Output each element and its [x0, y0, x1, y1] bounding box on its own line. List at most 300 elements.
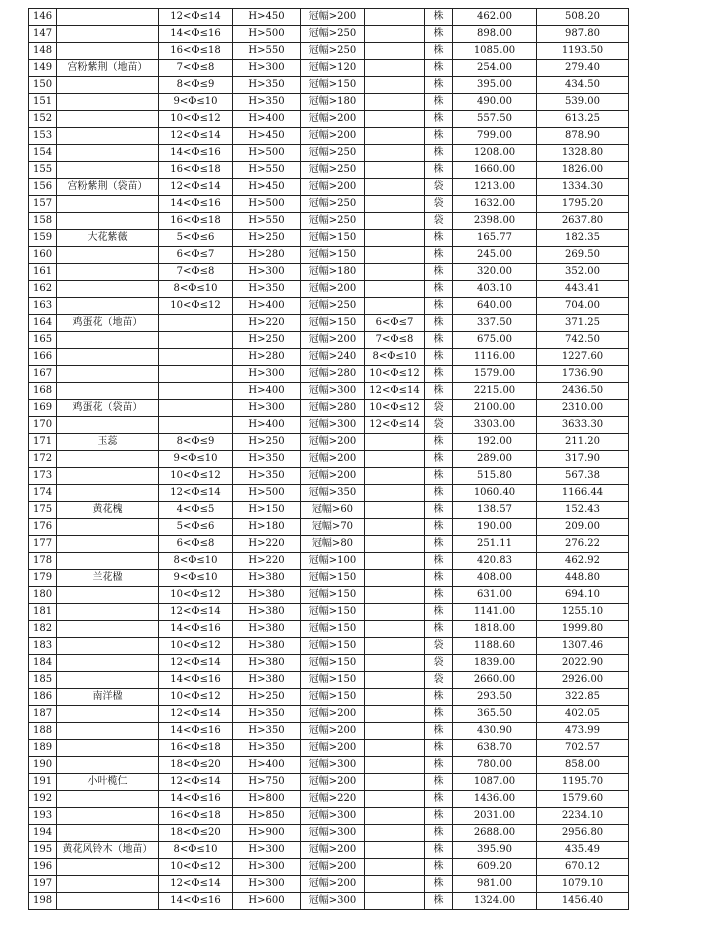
unit-cell: 株 — [425, 162, 453, 179]
price-with-tax-cell: 1195.70 — [537, 774, 629, 791]
price-with-tax-cell: 2310.00 — [537, 400, 629, 417]
row-number-cell: 156 — [29, 179, 57, 196]
unit-price-cell: 395.00 — [453, 77, 537, 94]
row-number-cell: 153 — [29, 128, 57, 145]
unit-cell: 袋 — [425, 672, 453, 689]
row-number-cell: 198 — [29, 893, 57, 910]
plant-name-cell — [57, 587, 159, 604]
ground-diameter-cell — [365, 655, 425, 672]
plant-name-cell — [57, 604, 159, 621]
plant-name-cell — [57, 247, 159, 264]
unit-price-cell: 981.00 — [453, 876, 537, 893]
height-cell: H>600 — [233, 893, 301, 910]
unit-cell: 株 — [425, 842, 453, 859]
ground-diameter-cell: 10<Φ≤12 — [365, 400, 425, 417]
unit-price-cell: 1839.00 — [453, 655, 537, 672]
ground-diameter-cell: 10<Φ≤12 — [365, 366, 425, 383]
unit-price-cell: 1085.00 — [453, 43, 537, 60]
crown-width-cell: 冠幅>80 — [301, 536, 365, 553]
ground-diameter-cell: 6<Φ≤7 — [365, 315, 425, 332]
table-row — [29, 451, 629, 468]
unit-price-cell: 631.00 — [453, 587, 537, 604]
price-with-tax-cell: 434.50 — [537, 77, 629, 94]
plant-name-cell — [57, 128, 159, 145]
crown-width-cell: 冠幅>200 — [301, 434, 365, 451]
trunk-diameter-cell: 5<Φ≤6 — [159, 519, 233, 536]
crown-width-cell: 冠幅>200 — [301, 111, 365, 128]
plant-name-cell — [57, 893, 159, 910]
price-with-tax-cell: 279.40 — [537, 60, 629, 77]
trunk-diameter-cell: 10<Φ≤12 — [159, 859, 233, 876]
plant-name-cell — [57, 43, 159, 60]
row-number-cell: 182 — [29, 621, 57, 638]
ground-diameter-cell — [365, 111, 425, 128]
price-with-tax-cell: 613.25 — [537, 111, 629, 128]
plant-name-cell — [57, 111, 159, 128]
table-row — [29, 876, 629, 893]
table-row — [29, 706, 629, 723]
trunk-diameter-cell: 8<Φ≤10 — [159, 553, 233, 570]
ground-diameter-cell — [365, 26, 425, 43]
row-number-cell: 190 — [29, 757, 57, 774]
row-number-cell: 167 — [29, 366, 57, 383]
unit-cell: 株 — [425, 774, 453, 791]
plant-name-cell: 南洋楹 — [57, 689, 159, 706]
unit-cell: 袋 — [425, 638, 453, 655]
plant-name-cell: 兰花楹 — [57, 570, 159, 587]
unit-cell: 株 — [425, 604, 453, 621]
plant-name-cell — [57, 638, 159, 655]
height-cell: H>380 — [233, 655, 301, 672]
row-number-cell: 157 — [29, 196, 57, 213]
unit-price-cell: 1660.00 — [453, 162, 537, 179]
height-cell: H>900 — [233, 825, 301, 842]
unit-cell: 袋 — [425, 400, 453, 417]
height-cell: H>800 — [233, 791, 301, 808]
unit-cell: 株 — [425, 315, 453, 332]
price-with-tax-cell: 539.00 — [537, 94, 629, 111]
row-number-cell: 177 — [29, 536, 57, 553]
table-row — [29, 213, 629, 230]
row-number-cell: 173 — [29, 468, 57, 485]
trunk-diameter-cell: 16<Φ≤18 — [159, 43, 233, 60]
ground-diameter-cell — [365, 43, 425, 60]
unit-price-cell: 190.00 — [453, 519, 537, 536]
price-with-tax-cell: 1255.10 — [537, 604, 629, 621]
row-number-cell: 176 — [29, 519, 57, 536]
row-number-cell: 166 — [29, 349, 57, 366]
table-row — [29, 825, 629, 842]
unit-price-cell: 2215.00 — [453, 383, 537, 400]
unit-cell: 株 — [425, 60, 453, 77]
price-with-tax-cell: 1193.50 — [537, 43, 629, 60]
table-row — [29, 604, 629, 621]
unit-cell: 株 — [425, 332, 453, 349]
price-with-tax-cell: 1334.30 — [537, 179, 629, 196]
price-with-tax-cell: 858.00 — [537, 757, 629, 774]
height-cell: H>550 — [233, 213, 301, 230]
price-with-tax-cell: 878.90 — [537, 128, 629, 145]
row-number-cell: 155 — [29, 162, 57, 179]
trunk-diameter-cell: 8<Φ≤9 — [159, 77, 233, 94]
plant-name-cell — [57, 77, 159, 94]
unit-price-cell: 337.50 — [453, 315, 537, 332]
row-number-cell: 196 — [29, 859, 57, 876]
row-number-cell: 188 — [29, 723, 57, 740]
table-row — [29, 808, 629, 825]
unit-price-cell: 1436.00 — [453, 791, 537, 808]
row-number-cell: 164 — [29, 315, 57, 332]
ground-diameter-cell — [365, 638, 425, 655]
row-number-cell: 162 — [29, 281, 57, 298]
plant-name-cell — [57, 162, 159, 179]
row-number-cell: 184 — [29, 655, 57, 672]
plant-name-cell — [57, 9, 159, 26]
price-with-tax-cell: 2926.00 — [537, 672, 629, 689]
crown-width-cell: 冠幅>280 — [301, 400, 365, 417]
price-with-tax-cell: 182.35 — [537, 230, 629, 247]
crown-width-cell: 冠幅>120 — [301, 60, 365, 77]
table-row — [29, 400, 629, 417]
trunk-diameter-cell: 16<Φ≤18 — [159, 213, 233, 230]
unit-cell: 株 — [425, 94, 453, 111]
unit-cell: 株 — [425, 383, 453, 400]
unit-cell: 株 — [425, 468, 453, 485]
row-number-cell: 147 — [29, 26, 57, 43]
table-row — [29, 196, 629, 213]
unit-cell: 株 — [425, 145, 453, 162]
height-cell: H>750 — [233, 774, 301, 791]
trunk-diameter-cell: 12<Φ≤14 — [159, 9, 233, 26]
crown-width-cell: 冠幅>200 — [301, 451, 365, 468]
unit-price-cell: 289.00 — [453, 451, 537, 468]
unit-cell: 株 — [425, 893, 453, 910]
crown-width-cell: 冠幅>150 — [301, 570, 365, 587]
ground-diameter-cell — [365, 825, 425, 842]
crown-width-cell: 冠幅>150 — [301, 672, 365, 689]
height-cell: H>350 — [233, 740, 301, 757]
height-cell: H>150 — [233, 502, 301, 519]
crown-width-cell: 冠幅>200 — [301, 9, 365, 26]
row-number-cell: 168 — [29, 383, 57, 400]
price-table — [28, 8, 629, 910]
price-with-tax-cell: 269.50 — [537, 247, 629, 264]
unit-cell: 株 — [425, 859, 453, 876]
plant-name-cell: 小叶榄仁 — [57, 774, 159, 791]
trunk-diameter-cell: 7<Φ≤8 — [159, 60, 233, 77]
row-number-cell: 185 — [29, 672, 57, 689]
height-cell: H>300 — [233, 264, 301, 281]
plant-name-cell — [57, 485, 159, 502]
unit-cell: 株 — [425, 349, 453, 366]
plant-name-cell — [57, 655, 159, 672]
unit-price-cell: 251.11 — [453, 536, 537, 553]
row-number-cell: 169 — [29, 400, 57, 417]
row-number-cell: 191 — [29, 774, 57, 791]
unit-price-cell: 245.00 — [453, 247, 537, 264]
height-cell: H>350 — [233, 281, 301, 298]
plant-name-cell — [57, 366, 159, 383]
unit-price-cell: 1213.00 — [453, 179, 537, 196]
ground-diameter-cell — [365, 842, 425, 859]
unit-price-cell: 490.00 — [453, 94, 537, 111]
unit-cell: 株 — [425, 570, 453, 587]
ground-diameter-cell — [365, 502, 425, 519]
plant-name-cell — [57, 859, 159, 876]
row-number-cell: 174 — [29, 485, 57, 502]
table-row — [29, 842, 629, 859]
height-cell: H>350 — [233, 468, 301, 485]
trunk-diameter-cell: 12<Φ≤14 — [159, 876, 233, 893]
price-with-tax-cell: 2234.10 — [537, 808, 629, 825]
crown-width-cell: 冠幅>60 — [301, 502, 365, 519]
plant-name-cell — [57, 145, 159, 162]
table-row — [29, 536, 629, 553]
ground-diameter-cell: 8<Φ≤10 — [365, 349, 425, 366]
table-row — [29, 349, 629, 366]
ground-diameter-cell — [365, 230, 425, 247]
plant-name-cell: 宫粉紫荆（袋苗） — [57, 179, 159, 196]
plant-name-cell — [57, 468, 159, 485]
height-cell: H>220 — [233, 315, 301, 332]
plant-name-cell — [57, 213, 159, 230]
unit-price-cell: 1116.00 — [453, 349, 537, 366]
table-row — [29, 60, 629, 77]
plant-name-cell: 黄花风铃木（地苗） — [57, 842, 159, 859]
table-row — [29, 179, 629, 196]
crown-width-cell: 冠幅>150 — [301, 689, 365, 706]
ground-diameter-cell — [365, 485, 425, 502]
unit-price-cell: 165.77 — [453, 230, 537, 247]
crown-width-cell: 冠幅>150 — [301, 587, 365, 604]
price-with-tax-cell: 702.57 — [537, 740, 629, 757]
height-cell: H>500 — [233, 26, 301, 43]
row-number-cell: 187 — [29, 706, 57, 723]
ground-diameter-cell — [365, 281, 425, 298]
price-with-tax-cell: 1579.60 — [537, 791, 629, 808]
table-row — [29, 791, 629, 808]
table-row — [29, 553, 629, 570]
price-with-tax-cell: 443.41 — [537, 281, 629, 298]
height-cell: H>250 — [233, 332, 301, 349]
unit-cell: 株 — [425, 247, 453, 264]
price-with-tax-cell: 3633.30 — [537, 417, 629, 434]
unit-cell: 株 — [425, 740, 453, 757]
table-row — [29, 587, 629, 604]
table-row — [29, 383, 629, 400]
unit-cell: 株 — [425, 298, 453, 315]
table-row — [29, 672, 629, 689]
ground-diameter-cell: 7<Φ≤8 — [365, 332, 425, 349]
unit-cell: 株 — [425, 553, 453, 570]
ground-diameter-cell — [365, 213, 425, 230]
ground-diameter-cell: 12<Φ≤14 — [365, 417, 425, 434]
height-cell: H>850 — [233, 808, 301, 825]
height-cell: H>300 — [233, 366, 301, 383]
row-number-cell: 178 — [29, 553, 57, 570]
unit-cell: 株 — [425, 502, 453, 519]
plant-name-cell — [57, 757, 159, 774]
row-number-cell: 192 — [29, 791, 57, 808]
crown-width-cell: 冠幅>250 — [301, 298, 365, 315]
unit-cell: 株 — [425, 9, 453, 26]
trunk-diameter-cell: 6<Φ≤8 — [159, 536, 233, 553]
ground-diameter-cell — [365, 519, 425, 536]
unit-price-cell: 192.00 — [453, 434, 537, 451]
row-number-cell: 161 — [29, 264, 57, 281]
price-with-tax-cell: 1999.80 — [537, 621, 629, 638]
price-with-tax-cell: 211.20 — [537, 434, 629, 451]
price-with-tax-cell: 1795.20 — [537, 196, 629, 213]
ground-diameter-cell — [365, 774, 425, 791]
trunk-diameter-cell: 8<Φ≤10 — [159, 842, 233, 859]
unit-price-cell: 609.20 — [453, 859, 537, 876]
unit-price-cell: 675.00 — [453, 332, 537, 349]
unit-cell: 株 — [425, 587, 453, 604]
height-cell: H>250 — [233, 434, 301, 451]
plant-name-cell — [57, 349, 159, 366]
crown-width-cell: 冠幅>150 — [301, 604, 365, 621]
table-row — [29, 723, 629, 740]
price-with-tax-cell: 670.12 — [537, 859, 629, 876]
crown-width-cell: 冠幅>200 — [301, 281, 365, 298]
table-row — [29, 43, 629, 60]
unit-price-cell: 2398.00 — [453, 213, 537, 230]
row-number-cell: 189 — [29, 740, 57, 757]
unit-price-cell: 1579.00 — [453, 366, 537, 383]
unit-cell: 袋 — [425, 213, 453, 230]
trunk-diameter-cell — [159, 349, 233, 366]
plant-name-cell — [57, 825, 159, 842]
row-number-cell: 195 — [29, 842, 57, 859]
table-row — [29, 332, 629, 349]
height-cell: H>400 — [233, 417, 301, 434]
crown-width-cell: 冠幅>150 — [301, 77, 365, 94]
unit-price-cell: 1060.40 — [453, 485, 537, 502]
trunk-diameter-cell: 7<Φ≤8 — [159, 264, 233, 281]
unit-cell: 株 — [425, 621, 453, 638]
price-with-tax-cell: 1307.46 — [537, 638, 629, 655]
trunk-diameter-cell — [159, 400, 233, 417]
crown-width-cell: 冠幅>200 — [301, 876, 365, 893]
crown-width-cell: 冠幅>150 — [301, 655, 365, 672]
trunk-diameter-cell — [159, 417, 233, 434]
ground-diameter-cell — [365, 859, 425, 876]
plant-name-cell: 大花紫薇 — [57, 230, 159, 247]
trunk-diameter-cell: 12<Φ≤14 — [159, 128, 233, 145]
trunk-diameter-cell: 10<Φ≤12 — [159, 298, 233, 315]
trunk-diameter-cell — [159, 383, 233, 400]
trunk-diameter-cell: 18<Φ≤20 — [159, 757, 233, 774]
unit-price-cell: 799.00 — [453, 128, 537, 145]
table-row — [29, 434, 629, 451]
crown-width-cell: 冠幅>200 — [301, 468, 365, 485]
ground-diameter-cell — [365, 9, 425, 26]
unit-price-cell: 430.90 — [453, 723, 537, 740]
table-row — [29, 162, 629, 179]
trunk-diameter-cell: 12<Φ≤14 — [159, 774, 233, 791]
row-number-cell: 186 — [29, 689, 57, 706]
unit-cell: 袋 — [425, 655, 453, 672]
unit-price-cell: 403.10 — [453, 281, 537, 298]
height-cell: H>220 — [233, 553, 301, 570]
unit-price-cell: 1324.00 — [453, 893, 537, 910]
trunk-diameter-cell: 12<Φ≤14 — [159, 604, 233, 621]
trunk-diameter-cell: 14<Φ≤16 — [159, 893, 233, 910]
height-cell: H>250 — [233, 230, 301, 247]
price-with-tax-cell: 1736.90 — [537, 366, 629, 383]
ground-diameter-cell — [365, 247, 425, 264]
crown-width-cell: 冠幅>150 — [301, 315, 365, 332]
plant-name-cell — [57, 383, 159, 400]
height-cell: H>500 — [233, 145, 301, 162]
price-with-tax-cell: 508.20 — [537, 9, 629, 26]
height-cell: H>300 — [233, 842, 301, 859]
trunk-diameter-cell: 8<Φ≤9 — [159, 434, 233, 451]
height-cell: H>350 — [233, 94, 301, 111]
height-cell: H>380 — [233, 604, 301, 621]
price-with-tax-cell: 2436.50 — [537, 383, 629, 400]
row-number-cell: 170 — [29, 417, 57, 434]
trunk-diameter-cell: 16<Φ≤18 — [159, 162, 233, 179]
height-cell: H>350 — [233, 77, 301, 94]
unit-price-cell: 138.57 — [453, 502, 537, 519]
ground-diameter-cell — [365, 451, 425, 468]
unit-price-cell: 365.50 — [453, 706, 537, 723]
ground-diameter-cell — [365, 94, 425, 111]
height-cell: H>500 — [233, 485, 301, 502]
unit-cell: 株 — [425, 111, 453, 128]
ground-diameter-cell — [365, 128, 425, 145]
price-with-tax-cell: 435.49 — [537, 842, 629, 859]
unit-price-cell: 254.00 — [453, 60, 537, 77]
plant-name-cell — [57, 281, 159, 298]
height-cell: H>350 — [233, 706, 301, 723]
table-row — [29, 230, 629, 247]
table-row — [29, 502, 629, 519]
row-number-cell: 193 — [29, 808, 57, 825]
trunk-diameter-cell: 4<Φ≤5 — [159, 502, 233, 519]
trunk-diameter-cell: 9<Φ≤10 — [159, 570, 233, 587]
ground-diameter-cell — [365, 757, 425, 774]
ground-diameter-cell — [365, 791, 425, 808]
ground-diameter-cell — [365, 60, 425, 77]
height-cell: H>300 — [233, 876, 301, 893]
row-number-cell: 163 — [29, 298, 57, 315]
unit-price-cell: 293.50 — [453, 689, 537, 706]
crown-width-cell: 冠幅>70 — [301, 519, 365, 536]
height-cell: H>350 — [233, 451, 301, 468]
unit-price-cell: 1141.00 — [453, 604, 537, 621]
row-number-cell: 149 — [29, 60, 57, 77]
ground-diameter-cell — [365, 689, 425, 706]
price-with-tax-cell: 1328.80 — [537, 145, 629, 162]
unit-price-cell: 640.00 — [453, 298, 537, 315]
ground-diameter-cell — [365, 468, 425, 485]
ground-diameter-cell — [365, 162, 425, 179]
ground-diameter-cell — [365, 298, 425, 315]
plant-name-cell: 鸡蛋花（地苗） — [57, 315, 159, 332]
ground-diameter-cell — [365, 145, 425, 162]
ground-diameter-cell — [365, 77, 425, 94]
height-cell: H>350 — [233, 723, 301, 740]
price-with-tax-cell: 462.92 — [537, 553, 629, 570]
unit-price-cell: 898.00 — [453, 26, 537, 43]
crown-width-cell: 冠幅>240 — [301, 349, 365, 366]
plant-name-cell — [57, 417, 159, 434]
trunk-diameter-cell: 8<Φ≤10 — [159, 281, 233, 298]
height-cell: H>180 — [233, 519, 301, 536]
